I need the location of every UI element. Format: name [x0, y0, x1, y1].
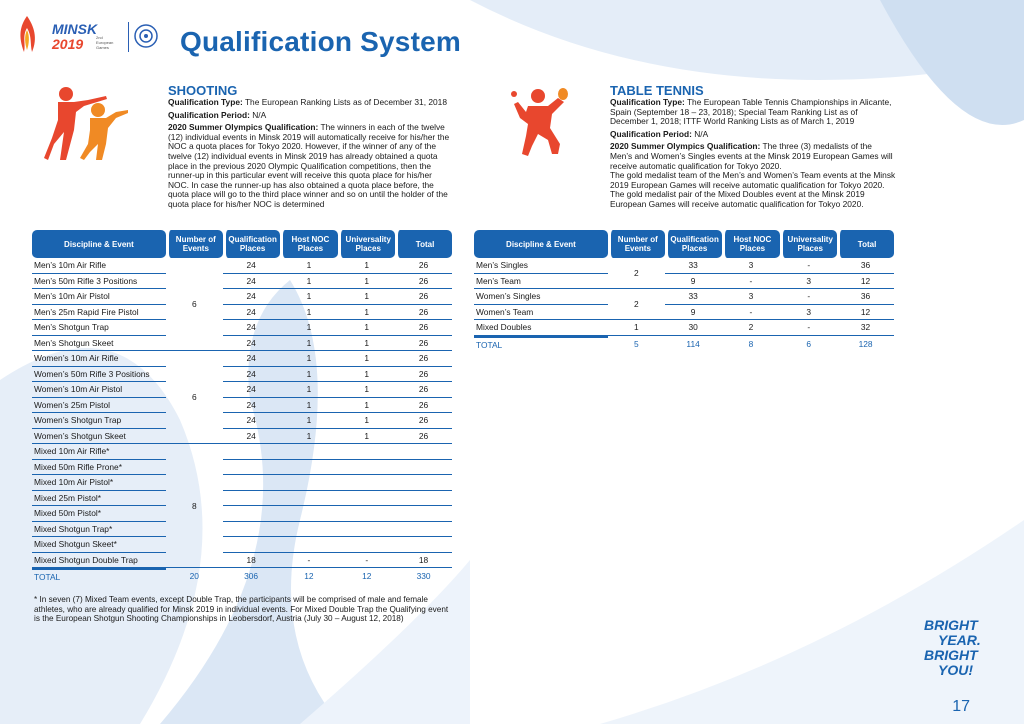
total-cell: 26 [395, 336, 452, 352]
host-cell: 1 [280, 305, 339, 321]
host-cell: 2 [722, 320, 781, 336]
tt-olympics-label: 2020 Summer Olympics Qualification: [610, 141, 761, 152]
table-tennis-description [610, 98, 896, 210]
shooting-olympics-text: The winners in each of the twelve (12) individual events in Minsk 2019 will automatically receive for his/her the NOC a quota places for Tokyo 2020. However, if the winner of any of the twelve (12) individual events in Minsk 2019 has already obtained a quota place in the previous 2020 Olympic Qualification competitions, then the runner-up in this particular event will receive this quota place for his/her NOC. In case the runner-up has also obtained a quota place before, the quota place will go to the third place winner and so on until the holder of the quota place for his/her NOC is determined [168, 122, 450, 209]
tt-olympics-text: The three (3) medalists of the Men’s and Women’s Singles events at the Minsk 2019 European Games will receive automatic qualification for Tokyo 2020. [610, 141, 893, 171]
qual-cell: 33 [665, 258, 722, 274]
bright-line-2: YEAR. [938, 632, 981, 648]
event-cell: Mixed Shotgun Double Trap [32, 553, 166, 569]
table-row [32, 429, 452, 445]
event-cell: Mixed 10m Air Rifle* [32, 444, 166, 460]
qual-cell [223, 475, 280, 491]
total-cell: 26 [395, 382, 452, 398]
event-cell: Men’s 25m Rapid Fire Pistol [32, 305, 166, 321]
univ-cell [338, 506, 395, 522]
table-row [32, 336, 452, 352]
host-cell [280, 491, 339, 507]
shooting-olympics-label: 2020 Summer Olympics Qualification: [168, 122, 319, 133]
total-cell [395, 444, 452, 460]
total-cell: 32 [837, 320, 894, 336]
column-header: Number of Events [608, 230, 665, 258]
host-cell [280, 475, 339, 491]
table-row [32, 491, 452, 507]
table-row [474, 258, 894, 274]
column-header: Host NOC Places [722, 230, 781, 258]
table-row [32, 305, 452, 321]
total-cell: 26 [395, 351, 452, 367]
qual-cell: 24 [223, 320, 280, 336]
host-cell [280, 444, 339, 460]
univ-cell: 1 [338, 351, 395, 367]
total-cell: 12 [837, 274, 894, 290]
host-cell [280, 460, 339, 476]
total-total-cell: 128 [858, 338, 873, 349]
qual-cell: 24 [223, 305, 280, 321]
column-header: Total [837, 230, 894, 258]
total-cell [395, 537, 452, 553]
event-cell: Mixed 50m Rifle Prone* [32, 460, 166, 476]
total-cell [395, 491, 452, 507]
univ-cell: 1 [338, 382, 395, 398]
qual-cell [223, 506, 280, 522]
univ-cell [338, 522, 395, 538]
univ-cell: 1 [338, 429, 395, 445]
univ-cell: - [780, 289, 837, 305]
column-header: Universality Places [780, 230, 837, 258]
total-cell [395, 506, 452, 522]
table-header-row [32, 230, 452, 258]
host-cell: 3 [722, 258, 781, 274]
table-row [32, 460, 452, 476]
univ-cell: 1 [338, 320, 395, 336]
univ-cell [338, 537, 395, 553]
host-cell: 1 [280, 398, 339, 414]
univ-cell: 1 [338, 289, 395, 305]
shooting-footnote [34, 595, 454, 624]
qual-cell: 24 [223, 398, 280, 414]
total-cell: 26 [395, 274, 452, 290]
qual-cell: 33 [665, 289, 722, 305]
univ-cell: 1 [338, 398, 395, 414]
shooting-period-label: Qualification Period: [168, 109, 250, 120]
host-cell: 1 [280, 413, 339, 429]
qual-cell: 24 [223, 258, 280, 274]
total-cell: 26 [395, 429, 452, 445]
tt-type-label: Qualification Type: [610, 97, 685, 107]
host-cell [280, 537, 339, 553]
host-cell: 1 [280, 429, 339, 445]
table-row [32, 537, 452, 553]
univ-cell: - [338, 553, 395, 569]
qual-cell: 24 [223, 429, 280, 445]
univ-cell: - [780, 320, 837, 336]
logo-city: MINSK [52, 21, 98, 37]
total-cell: 18 [395, 553, 452, 569]
host-cell: 1 [280, 336, 339, 352]
minsk-2019-logo [12, 10, 172, 60]
event-cell: Men’s 50m Rifle 3 Positions [32, 274, 166, 290]
table-row [32, 382, 452, 398]
host-cell [280, 506, 339, 522]
event-cell: Women’s 10m Air Rifle [32, 351, 166, 367]
qual-cell: 30 [665, 320, 722, 336]
tt-period-label: Qualification Period: [610, 128, 692, 139]
univ-cell: 1 [338, 274, 395, 290]
total-cell [395, 522, 452, 538]
event-cell: Women’s Singles [474, 289, 608, 305]
logo-games-line: 2nd European Games [96, 35, 114, 50]
event-cell: Men’s Team [474, 274, 608, 290]
univ-cell: 1 [338, 258, 395, 274]
event-cell: Men’s 10m Air Rifle [32, 258, 166, 274]
event-cell: Women’s Team [474, 305, 608, 321]
table-tennis-title: TABLE TENNIS [610, 83, 704, 98]
host-cell: 1 [280, 258, 339, 274]
events-count-cell: 6 [166, 258, 223, 351]
column-header: Discipline & Event [32, 230, 166, 258]
column-header: Number of Events [166, 230, 223, 258]
total-label: TOTAL [474, 336, 608, 353]
table-row [32, 553, 452, 569]
column-header: Total [395, 230, 452, 258]
total-cell: 26 [395, 413, 452, 429]
host-cell: 1 [280, 351, 339, 367]
event-cell: Mixed 10m Air Pistol* [32, 475, 166, 491]
shooting-pictogram-icon [44, 82, 128, 160]
qual-cell: 24 [223, 274, 280, 290]
total-cell: 26 [395, 398, 452, 414]
event-cell: Women’s 10m Air Pistol [32, 382, 166, 398]
table-row [474, 274, 894, 290]
total-cell: 26 [395, 258, 452, 274]
qual-cell: 9 [665, 305, 722, 321]
qual-cell [223, 522, 280, 538]
total-cell: 36 [837, 258, 894, 274]
event-cell: Women’s 25m Pistol [32, 398, 166, 414]
total-univ-cell: 12 [362, 571, 372, 582]
page-number: 17 [952, 698, 970, 715]
table-row [32, 367, 452, 383]
total-row [474, 336, 894, 353]
table-row [474, 289, 894, 305]
bright-line-4: YOU! [938, 662, 973, 678]
logo-year: 2019 [52, 36, 84, 52]
table-header-row [474, 230, 894, 258]
shooting-description [168, 98, 454, 213]
tt-period-text: N/A [691, 128, 709, 139]
events-count-cell: 2 [608, 289, 665, 320]
total-cell [395, 475, 452, 491]
event-cell: Men’s Shotgun Trap [32, 320, 166, 336]
tt-type-text: The European Table Tennis Championships in Alicante, Spain (September 18 – 23, 2018); Special Team Ranking List as of December 1, 2018; ITTF World Ranking Lists as of March 1, 2019 [610, 97, 892, 127]
univ-cell: 1 [338, 336, 395, 352]
univ-cell [338, 491, 395, 507]
qual-cell [223, 460, 280, 476]
bright-line-3: BRIGHT [924, 647, 978, 663]
events-count-cell: 8 [166, 444, 223, 568]
page-title: Qualification System [180, 26, 461, 57]
flame-icon [16, 14, 38, 54]
table-row [474, 320, 894, 336]
table-row [32, 351, 452, 367]
qual-cell: 24 [223, 413, 280, 429]
event-cell: Mixed Shotgun Skeet* [32, 537, 166, 553]
table-row [32, 398, 452, 414]
univ-cell [338, 460, 395, 476]
total-cell: 26 [395, 367, 452, 383]
host-cell: - [280, 553, 339, 569]
event-cell: Women’s Shotgun Skeet [32, 429, 166, 445]
shooting-table [32, 230, 452, 585]
qual-cell: 24 [223, 382, 280, 398]
qual-cell: 24 [223, 367, 280, 383]
host-cell: 1 [280, 289, 339, 305]
host-cell: 1 [280, 274, 339, 290]
univ-cell: 3 [780, 274, 837, 290]
host-cell: 3 [722, 289, 781, 305]
table-row [32, 475, 452, 491]
shooting-type-text: The European Ranking Lists as of December 31, 2018 [242, 97, 447, 107]
bright-line-1: BRIGHT [924, 617, 978, 633]
bright-year-bright-you-logo [924, 618, 1004, 688]
table-row [32, 522, 452, 538]
footnote-text: * In seven (7) Mixed Team events, except Double Trap, the participants will be comprised of male and female athletes, who are already qualified for Minsk 2019 in individual events. For Mixed Double Trap the Qualifying event is the European Shotgun Shooting Championships in Leobersdorf, Austria (July 30 – August 12, 2018) [34, 595, 449, 624]
table-row [32, 506, 452, 522]
event-cell: Men’s Singles [474, 258, 608, 274]
univ-cell [338, 444, 395, 460]
table-row [32, 413, 452, 429]
event-cell: Mixed 25m Pistol* [32, 491, 166, 507]
univ-cell: 1 [338, 305, 395, 321]
total-events-cell: 5 [633, 338, 639, 349]
qual-cell: 18 [223, 553, 280, 569]
total-qual-cell: 306 [244, 571, 259, 582]
total-host-cell: 12 [304, 571, 314, 582]
total-qual-cell: 114 [686, 338, 700, 349]
logo-divider [128, 22, 129, 52]
univ-cell [338, 475, 395, 491]
column-header: Universality Places [338, 230, 395, 258]
total-cell: 12 [837, 305, 894, 321]
table-tennis-pictogram-icon [508, 84, 568, 156]
event-cell: Mixed 50m Pistol* [32, 506, 166, 522]
total-row [32, 568, 452, 585]
host-cell: 1 [280, 320, 339, 336]
host-cell [280, 522, 339, 538]
total-univ-cell: 6 [806, 338, 812, 349]
shooting-title: SHOOTING [168, 83, 238, 98]
univ-cell: 3 [780, 305, 837, 321]
qual-cell: 24 [223, 351, 280, 367]
event-cell: Men’s Shotgun Skeet [32, 336, 166, 352]
table-row [32, 289, 452, 305]
total-cell: 26 [395, 289, 452, 305]
qual-cell: 9 [665, 274, 722, 290]
column-header: Qualification Places [665, 230, 722, 258]
shooting-period-text: N/A [249, 109, 267, 120]
total-total-cell: 330 [416, 571, 431, 582]
table-row [474, 305, 894, 321]
total-label: TOTAL [32, 568, 166, 585]
total-cell: 36 [837, 289, 894, 305]
qual-cell: 24 [223, 336, 280, 352]
event-cell: Women’s 50m Rifle 3 Positions [32, 367, 166, 383]
event-cell: Men’s 10m Air Pistol [32, 289, 166, 305]
table-row [32, 274, 452, 290]
event-cell: Women’s Shotgun Trap [32, 413, 166, 429]
table-tennis-table [474, 230, 894, 352]
column-header: Host NOC Places [280, 230, 339, 258]
tt-olympics-text-2: The gold medalist team of the Men’s and Women’s Team events at the Minsk 2019 European Games will receive automatic qualification for Tokyo 2020. [610, 170, 896, 190]
column-header: Qualification Places [223, 230, 280, 258]
host-cell: 1 [280, 367, 339, 383]
events-count-cell: 6 [166, 351, 223, 444]
univ-cell: 1 [338, 413, 395, 429]
column-header: Discipline & Event [474, 230, 608, 258]
qual-cell [223, 537, 280, 553]
total-events-cell: 20 [189, 571, 199, 582]
events-count-cell: 2 [608, 258, 665, 289]
shooting-type-label: Qualification Type: [168, 97, 243, 107]
total-cell: 26 [395, 320, 452, 336]
total-host-cell: 8 [748, 338, 754, 349]
host-cell: - [722, 305, 781, 321]
table-row [32, 320, 452, 336]
tt-olympics-text-3: The gold medalist pair of the Mixed Doubles event at the Minsk 2019 European Games will receive automatic qualification for Tokyo 2020. [610, 189, 865, 209]
qual-cell: 24 [223, 289, 280, 305]
event-cell: Mixed Shotgun Trap* [32, 522, 166, 538]
qual-cell [223, 444, 280, 460]
qual-cell [223, 491, 280, 507]
table-row [32, 444, 452, 460]
events-count-cell: 1 [608, 320, 665, 336]
eoc-emblem-icon [134, 24, 158, 48]
univ-cell: - [780, 258, 837, 274]
event-cell: Mixed Doubles [474, 320, 608, 336]
univ-cell: 1 [338, 367, 395, 383]
host-cell: - [722, 274, 781, 290]
table-row [32, 258, 452, 274]
total-cell [395, 460, 452, 476]
host-cell: 1 [280, 382, 339, 398]
total-cell: 26 [395, 305, 452, 321]
